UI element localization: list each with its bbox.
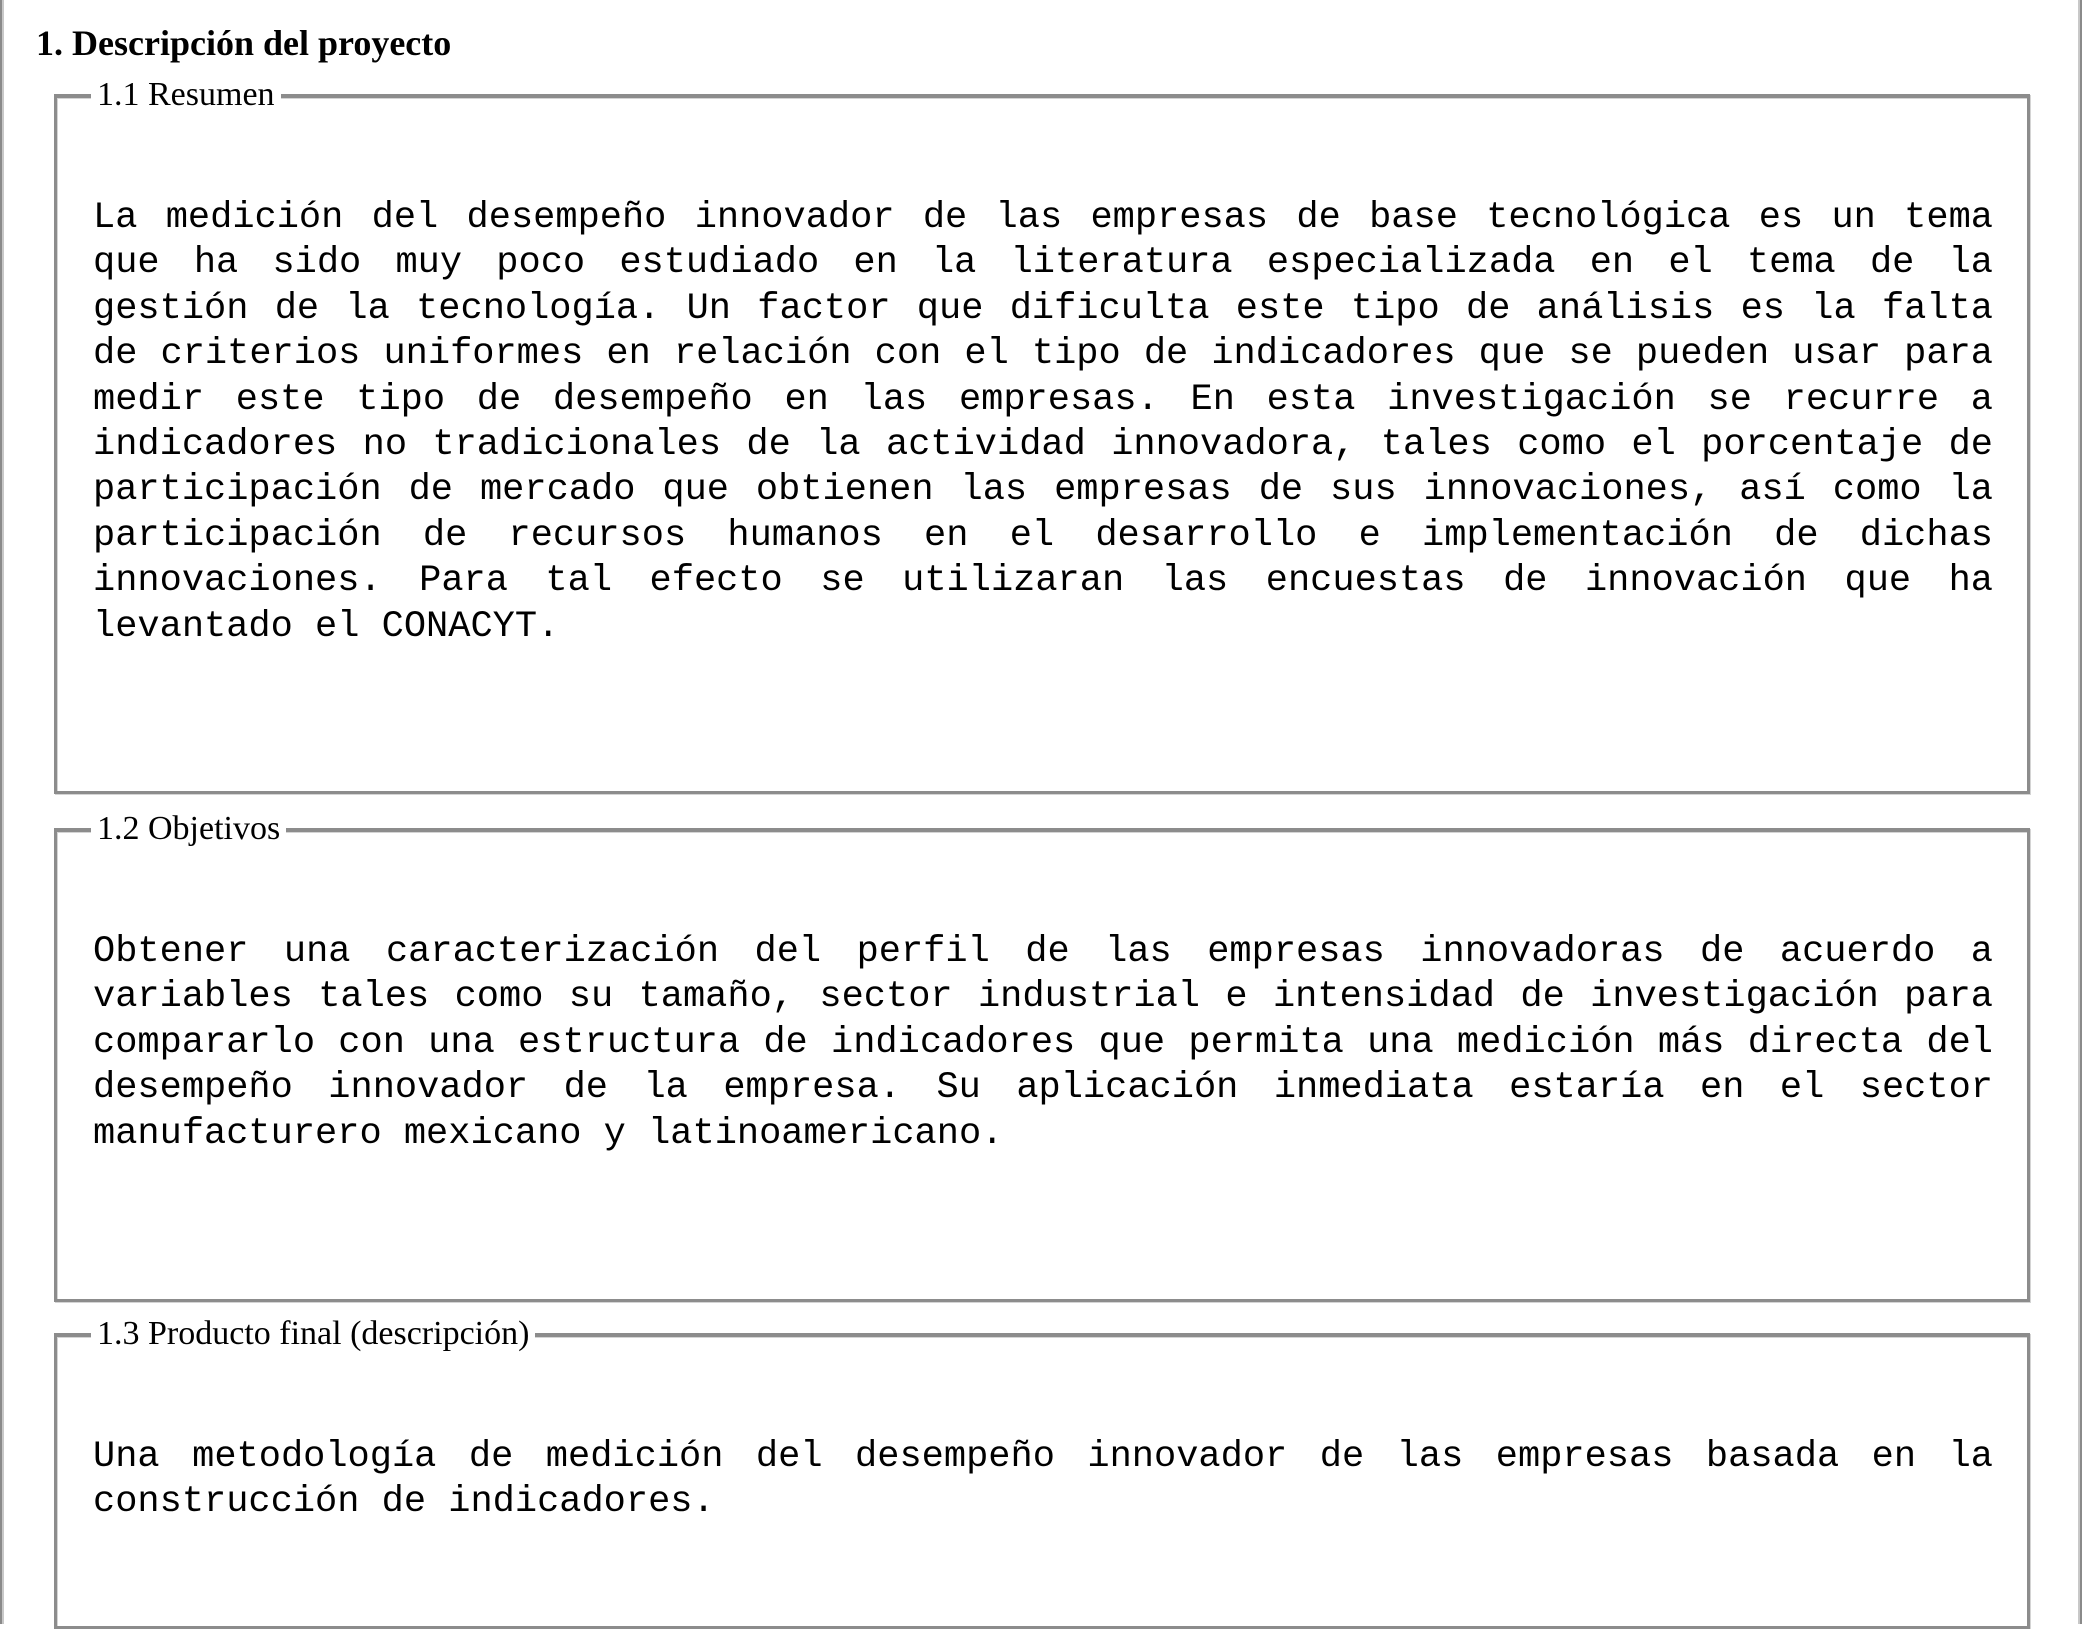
section-legend-producto-final: 1.3 Producto final (descripción) bbox=[91, 1310, 535, 1358]
section-text-objetivos: Obtener una caracterización del perfil de las empresas innovadoras de acuerdo a variables tales como su tamaño, sector industrial e intensidad de investigación para compararlo con una estructura de indicadores que permita una medición más directa del desempeño innovador de la empresa. Su aplicación inmediata estaría en el sector manufacturero mexicano y latinoamericano. bbox=[93, 931, 1993, 1155]
section-legend-resumen: 1.1 Resumen bbox=[91, 71, 281, 119]
section-text-resumen: La medición del desempeño innovador de las empresas de base tecnológica es un tema que ha sido muy poco estudiado en la literatura especializada en el tema de la gestión de la tecnología. Un factor que dificulta este tipo de análisis es la falta de criterios uniformes en relación con el tipo de indicadores que se pueden usar para medir este tipo de desempeño en las empresas. En esta investigación se recurre a indicadores no tradicionales de la actividad innovadora, tales como el porcentaje de participación de mercado que obtienen las empresas de sus innovaciones, así como la participación de recursos humanos en el desarrollo e implementación de dichas innovaciones. Para tal efecto se utilizaran las encuestas de innovación que ha levantado el CONACYT. bbox=[93, 197, 1993, 648]
section-legend-objetivos: 1.2 Objetivos bbox=[91, 805, 286, 853]
left-frame-border bbox=[0, 0, 4, 1624]
section-resumen bbox=[54, 76, 2030, 794]
section-text-producto-final: Una metodología de medición del desempeño innovador de las empresas basada en la construcción de indicadores. bbox=[93, 1436, 1993, 1524]
right-frame-border bbox=[2078, 0, 2082, 1624]
page-title: 1. Descripción del proyecto bbox=[36, 23, 452, 63]
section-objetivos bbox=[54, 810, 2030, 1302]
section-producto-final bbox=[54, 1315, 2030, 1629]
